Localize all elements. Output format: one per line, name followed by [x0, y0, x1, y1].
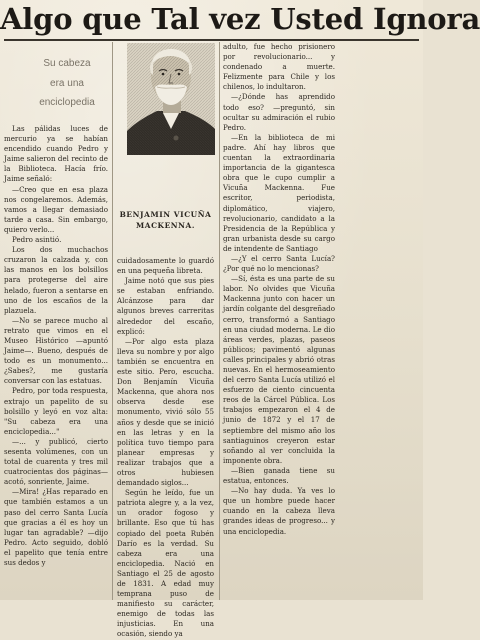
paragraph: Los dos muchachos cruzaron la calzada y, con las manos en los bolsillos para protegerse del aire helado, fueron a sentarse en uno de los escaños de la plazuela. — [4, 245, 108, 315]
subhead-line-2: era una — [50, 78, 84, 89]
paragraph: —No hay duda. Ya ves lo que un hombre puede hacer cuando en la cabeza lleva grandes ideas de progreso... y una enciclopedia. — [223, 486, 335, 536]
article-column-3 — [223, 42, 335, 600]
article-column-1 — [4, 124, 108, 600]
paragraph: Jaime notó que sus pies se estaban enfriando. Alcánzose para dar algunos breves carreritas alrededor del escaño, explicó: — [117, 276, 214, 336]
paragraph: —Por algo esta plaza lleva su nombre y por algo también se encuentra en este sitio. Pero, escucha. Don Benjamín Vicuña Mackenna, que ahora nos observa desde ese monumento, vivió sólo 55 años y desde que se inició en las letras y en la política tuvo tiempo para planear empresas y realizar trabajos que a otros hubiesen demandado siglos... — [117, 336, 214, 488]
paragraph: —Sí, ésta es una parte de su labor. No olvides que Vicuña Mackenna junto con hacer un jardín colgante del desgreñado cerro, transformó a Santiago en una ciudad moderna. Le dio áreas verdes, plazas, paseos públicos; pavimentó algunas calles principales y abrió otras nuevas. En el hermoseamiento del cerro Santa Lucía utilizó el esfuerzo de ciento cincuenta reos de la Cárcel Pública. Los trabajos empezaron el 4 de junio de 1872 y el 17 de septiembre del mismo año los santiaguinos creyeron estar soñando al ver concluida la imponente obra. — [223, 274, 335, 465]
subhead-line-3: enciclopedia — [39, 97, 95, 108]
paragraph: —¿Y el cerro Santa Lucía? ¿Por qué no lo mencionas? — [223, 253, 335, 274]
subhead-line-1: Su cabeza — [43, 58, 91, 69]
headline: Algo que Tal vez Usted Ignora — [0, 2, 480, 36]
paragraph: —¿Dónde has aprendido todo eso? —preguntó, sin ocultar su admiración el rubio Pedro. — [223, 92, 335, 132]
paragraph: —Creo que en esa plaza nos congelaremos. Además, vamos a llegar demasiado tarde a casa. Sin embargo, quiero verlo... — [4, 184, 108, 234]
paragraph: cuidadosamente lo guardó en una pequeña libreta. — [117, 256, 214, 276]
column-divider — [219, 42, 220, 600]
paragraph: —Bien ganada tiene su estatua, entonces. — [223, 465, 335, 486]
paragraph: Las pálidas luces de mercurio ya se habían encendido cuando Pedro y Jaime salieron del recinto de la Biblioteca. Hacía frío. Jaime señaló: — [4, 124, 108, 184]
paragraph: —No se parece mucho al retrato que vimos en el Museo Histórico —apuntó Jaime—. Bueno, después de todo es un monumento... ¿Sabes?, me gustaría conversar con las estatuas. — [4, 315, 108, 386]
column-divider — [112, 42, 113, 600]
portrait-engraving — [127, 43, 215, 155]
portrait-photo — [127, 43, 215, 155]
photo-caption: BENJAMIN VICUÑA MACKENNA. — [119, 210, 212, 230]
paragraph: —Mira! ¿Has reparado en que también estamos a un paso del cerro Santa Lucía que gracias a él es hoy un lugar tan agradable? —dijo Pedro. Acto seguido, dobló el papelito que tenía entre sus dedos y — [4, 487, 108, 568]
paragraph: Según he leído, fue un patriota alegre y, a la vez, un orador fogoso y brillante. Eso que tú has copiado del poeta Rubén Darío es la verdad. Su cabeza era una enciclopedia. Nació en Santiago el 25 de agosto de 1831. A edad muy temprana puso de manifiesto su carácter, enemigo de todas las injusticias. En una ocasión, siendo ya — [117, 488, 214, 639]
paragraph: adulto, fue hecho prisionero por revolucionario... y condenado a muerte. Felizmente para Chile y los chilenos, lo indultaron. — [223, 42, 335, 92]
paragraph: Pedro, por toda respuesta, extrajo un papelito de su bolsillo y leyó en voz alta: "Su cabeza era una enciclopedia..." — [4, 386, 108, 436]
paragraph: Pedro asintió. — [12, 235, 62, 245]
headline-rule — [4, 39, 419, 41]
paragraph: —... y publicó, cierto sesenta volúmenes, con un total de cuarenta y tres mil cuatrocientas dos páginas— acotó, sonriente, Jaime. — [4, 436, 108, 487]
article-column-2 — [117, 256, 214, 639]
paragraph: —En la biblioteca de mi padre. Ahí hay libros que cuentan la extraordinaria importancia de la gigantesca obra que le cupo cumplir a Vicuña Mackenna. Fue escritor, periodista, diplomático, viajero, revolucionario, candidato a la Presidencia de la República y gran urbanista desde su cargo de intendente de Santiago — [223, 132, 335, 253]
